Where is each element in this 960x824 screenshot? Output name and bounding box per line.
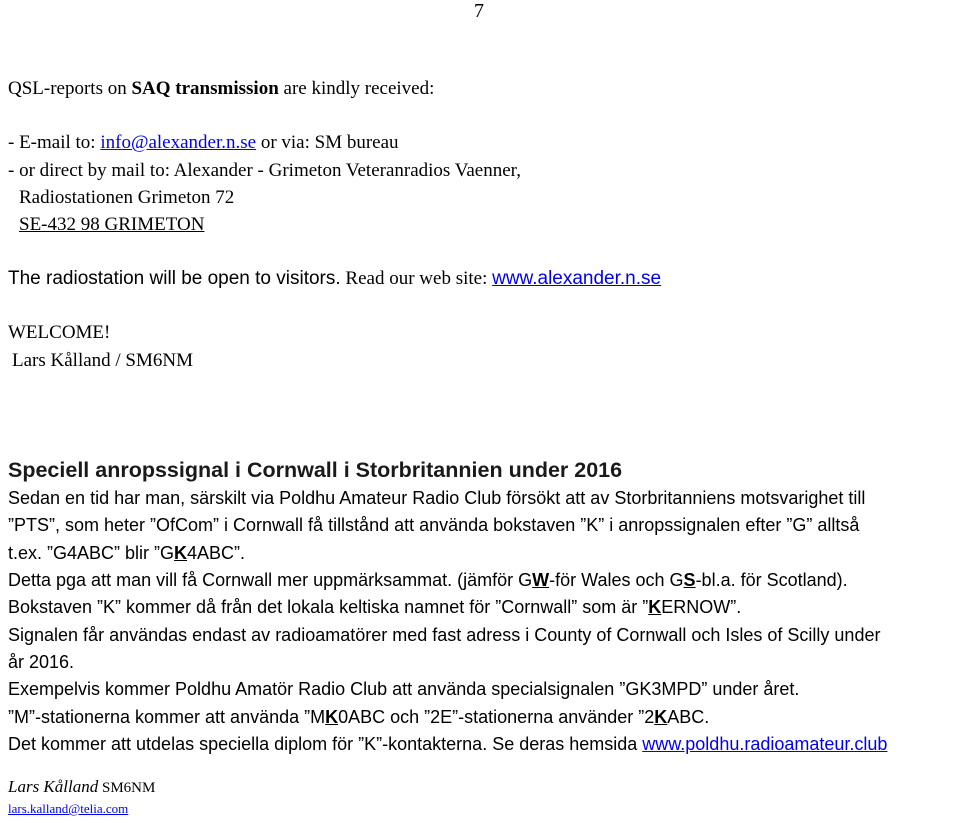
l4-s: S	[683, 570, 696, 590]
footer-name: Lars Kålland	[8, 777, 99, 796]
para-line-8: Exempelvis kommer Poldhu Amatör Radio Club att använda specialsignalen ”GK3MPD” under året.	[8, 679, 800, 699]
l4-a: Detta pga att man vill få Cornwall mer uppmärksammat. (jämför G	[8, 570, 533, 590]
l5-k: K	[648, 597, 662, 617]
address-line-1: - or direct by mail to: Alexander - Grimeton Veteranradios Vaenner,	[8, 160, 521, 181]
section-heading: Speciell anropssignal i Cornwall i Storbritannien under 2016	[8, 458, 623, 482]
address-line-3: SE-432 98 GRIMETON	[19, 214, 205, 235]
email-pre: - E-mail to:	[8, 132, 101, 153]
para-line-9	[8, 707, 709, 728]
footer-signature	[8, 777, 155, 797]
qsl-bold: SAQ transmission	[131, 78, 279, 99]
email-line	[8, 132, 399, 154]
para-line-10	[8, 734, 887, 755]
poldhu-link[interactable]: www.poldhu.radioamateur.club	[642, 734, 888, 754]
para-line-2: ”PTS”, som heter ”OfCom” i Cornwall få tillstånd att använda bokstaven ”K” i anropssignalen efter ”G” alltså	[8, 515, 860, 535]
l9-k2: K	[654, 707, 668, 727]
email-link[interactable]: info@alexander.n.se	[100, 132, 257, 153]
l4-w: W	[532, 570, 550, 590]
l9-k1: K	[325, 707, 339, 727]
para-line-1: Sedan en tid har man, särskilt via Poldhu Amateur Radio Club försökt att av Storbritanniens motsvarighet till	[8, 488, 866, 508]
l4-b: -för Wales och G	[549, 570, 684, 590]
l9-c: ABC.	[667, 707, 710, 727]
qsl-post: are kindly received:	[278, 78, 435, 99]
para-line-7: år 2016.	[8, 652, 75, 672]
l3-k: K	[174, 543, 188, 563]
l10-a: Det kommer att utdelas speciella diplom för ”K”-kontakterna. Se deras hemsida	[8, 734, 643, 754]
para-line-5	[8, 597, 741, 618]
visitors-line	[8, 268, 661, 290]
page-number: 7	[474, 0, 484, 22]
l5-b: ERNOW”.	[661, 597, 742, 617]
l4-c: -bl.a. för Scotland).	[695, 570, 848, 590]
visitors-mid: Read our web site:	[340, 268, 493, 289]
para-line-4	[8, 570, 848, 591]
para-line-6: Signalen får användas endast av radioamatörer med fast adress i County of Cornwall och Isles of Scilly under	[8, 625, 881, 645]
l9-a: ”M”-stationerna kommer att använda ”M	[8, 707, 326, 727]
qsl-pre: QSL-reports on	[8, 78, 132, 99]
l9-b: 0ABC och ”2E”-stationerna använder ”2	[338, 707, 655, 727]
welcome-text: WELCOME!	[8, 322, 111, 343]
visitors-pre: The radiostation will be open to visitors.	[8, 268, 341, 289]
l5-a: Bokstaven ”K” kommer då från det lokala keltiska namnet för ”Cornwall” som är ”	[8, 597, 649, 617]
author-line: Lars Kålland / SM6NM	[12, 350, 194, 371]
address-line-2: Radiostationen Grimeton 72	[19, 187, 235, 208]
qsl-line	[8, 78, 434, 100]
email-post: or via: SM bureau	[256, 132, 399, 153]
l3-b: 4ABC”.	[187, 543, 246, 563]
l3-a: t.ex. ”G4ABC” blir ”G	[8, 543, 175, 563]
footer-email[interactable]: lars.kalland@telia.com	[8, 801, 129, 816]
footer-call: SM6NM	[98, 780, 156, 796]
para-line-3	[8, 543, 245, 564]
website-link[interactable]: www.alexander.n.se	[492, 268, 662, 289]
